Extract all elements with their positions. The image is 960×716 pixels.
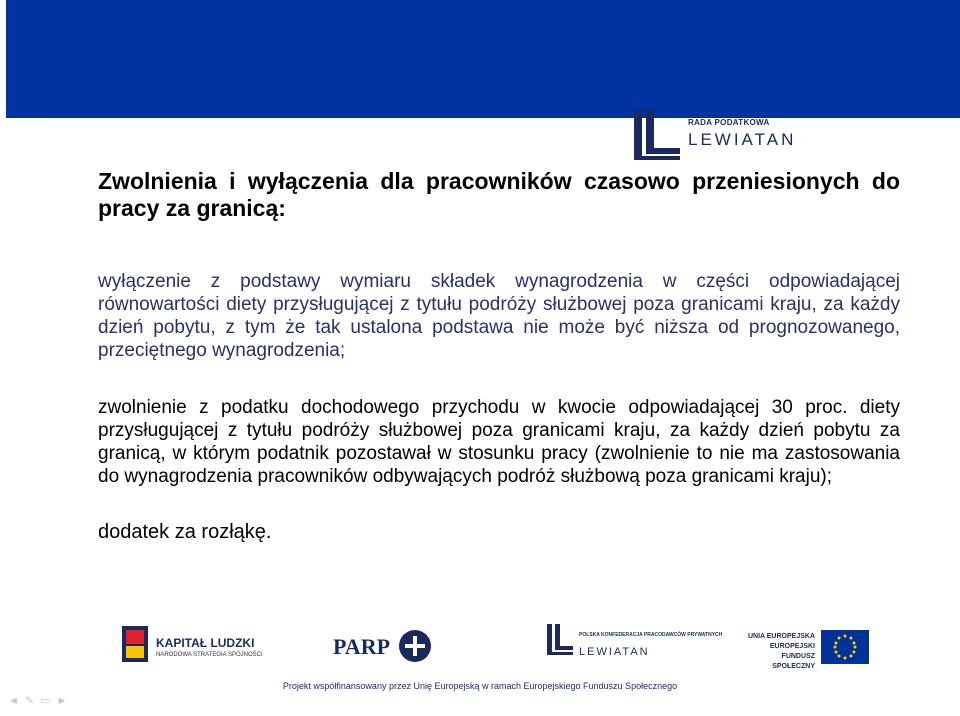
parp-logo xyxy=(333,622,443,672)
menu-icon[interactable]: ▭ xyxy=(40,695,57,707)
list-item: dodatek za rozłąkę. xyxy=(98,521,272,543)
eu-flag-icon xyxy=(821,630,869,664)
lewiatan-mark-icon xyxy=(630,108,686,164)
rada-podatkowa-lewiatan-logo xyxy=(630,108,820,168)
lewiatan-small-text: POLSKA KONFEDERACJA PRACODAWCÓW PRYWATNYCH xyxy=(579,632,723,638)
header-band xyxy=(6,0,960,118)
kapital-ludzki-subtitle: NARODOWA STRATEGIA SPÓJNOŚCI xyxy=(156,652,263,658)
eu-name: UNIA EUROPEJSKA EUROPEJSKI FUNDUSZ SPOŁECZNY xyxy=(747,633,815,670)
kapital-ludzki-logo xyxy=(118,622,278,672)
next-icon[interactable]: ► xyxy=(56,695,74,707)
slide-nav-controls[interactable] xyxy=(8,694,73,707)
lewiatan-mark-icon xyxy=(545,622,575,658)
lewiatan-confederation-logo xyxy=(545,622,723,672)
logo-small-text: RADA PODATKOWA xyxy=(688,118,770,127)
page-title: Zwolnienia i wyłączenia dla pracowników czasowo przeniesionych do pracy za granicą: xyxy=(98,168,900,221)
edit-icon[interactable]: ✎ xyxy=(24,695,41,707)
lewiatan-big-text: LEWIATAN xyxy=(579,646,650,658)
eu-logo xyxy=(745,622,875,672)
footer-note: Projekt współfinansowany przez Unię Europejską w ramach Europejskiego Funduszu Społecznego xyxy=(282,681,678,691)
kapital-ludzki-name: KAPITAŁ LUDZKI xyxy=(156,636,255,650)
list-item: zwolnienie z podatku dochodowego przychodu w kwocie odpowiadającej 30 proc. diety przysługującej z tytułu podróży służbowej poza granicami kraju, za każdy dzień pobytu za granicą, w którym podatnik pozostawał w stosunku pracy (zwolnienie to nie ma zastosowania do wynagrodzenia pracowników odbywających podróż służbową poza granicami kraju); xyxy=(98,397,900,487)
parp-name: PARP xyxy=(333,634,391,659)
parp-mark-icon xyxy=(397,628,433,664)
kapital-ludzki-mark-icon xyxy=(118,622,152,666)
logo-big-text: LEWIATAN xyxy=(688,130,797,149)
list-item: wyłączenie z podstawy wymiaru składek wynagrodzenia w części odpowiadającej równowartości diety przysługującej z tytułu podróży służbowej poza granicami kraju, za każdy dzień pobytu, z tym że tak ustalona podstawa nie może być niższa od prognozowanego, przeciętnego wynagrodzenia; xyxy=(98,271,900,361)
prev-icon[interactable]: ◄ xyxy=(8,695,25,707)
